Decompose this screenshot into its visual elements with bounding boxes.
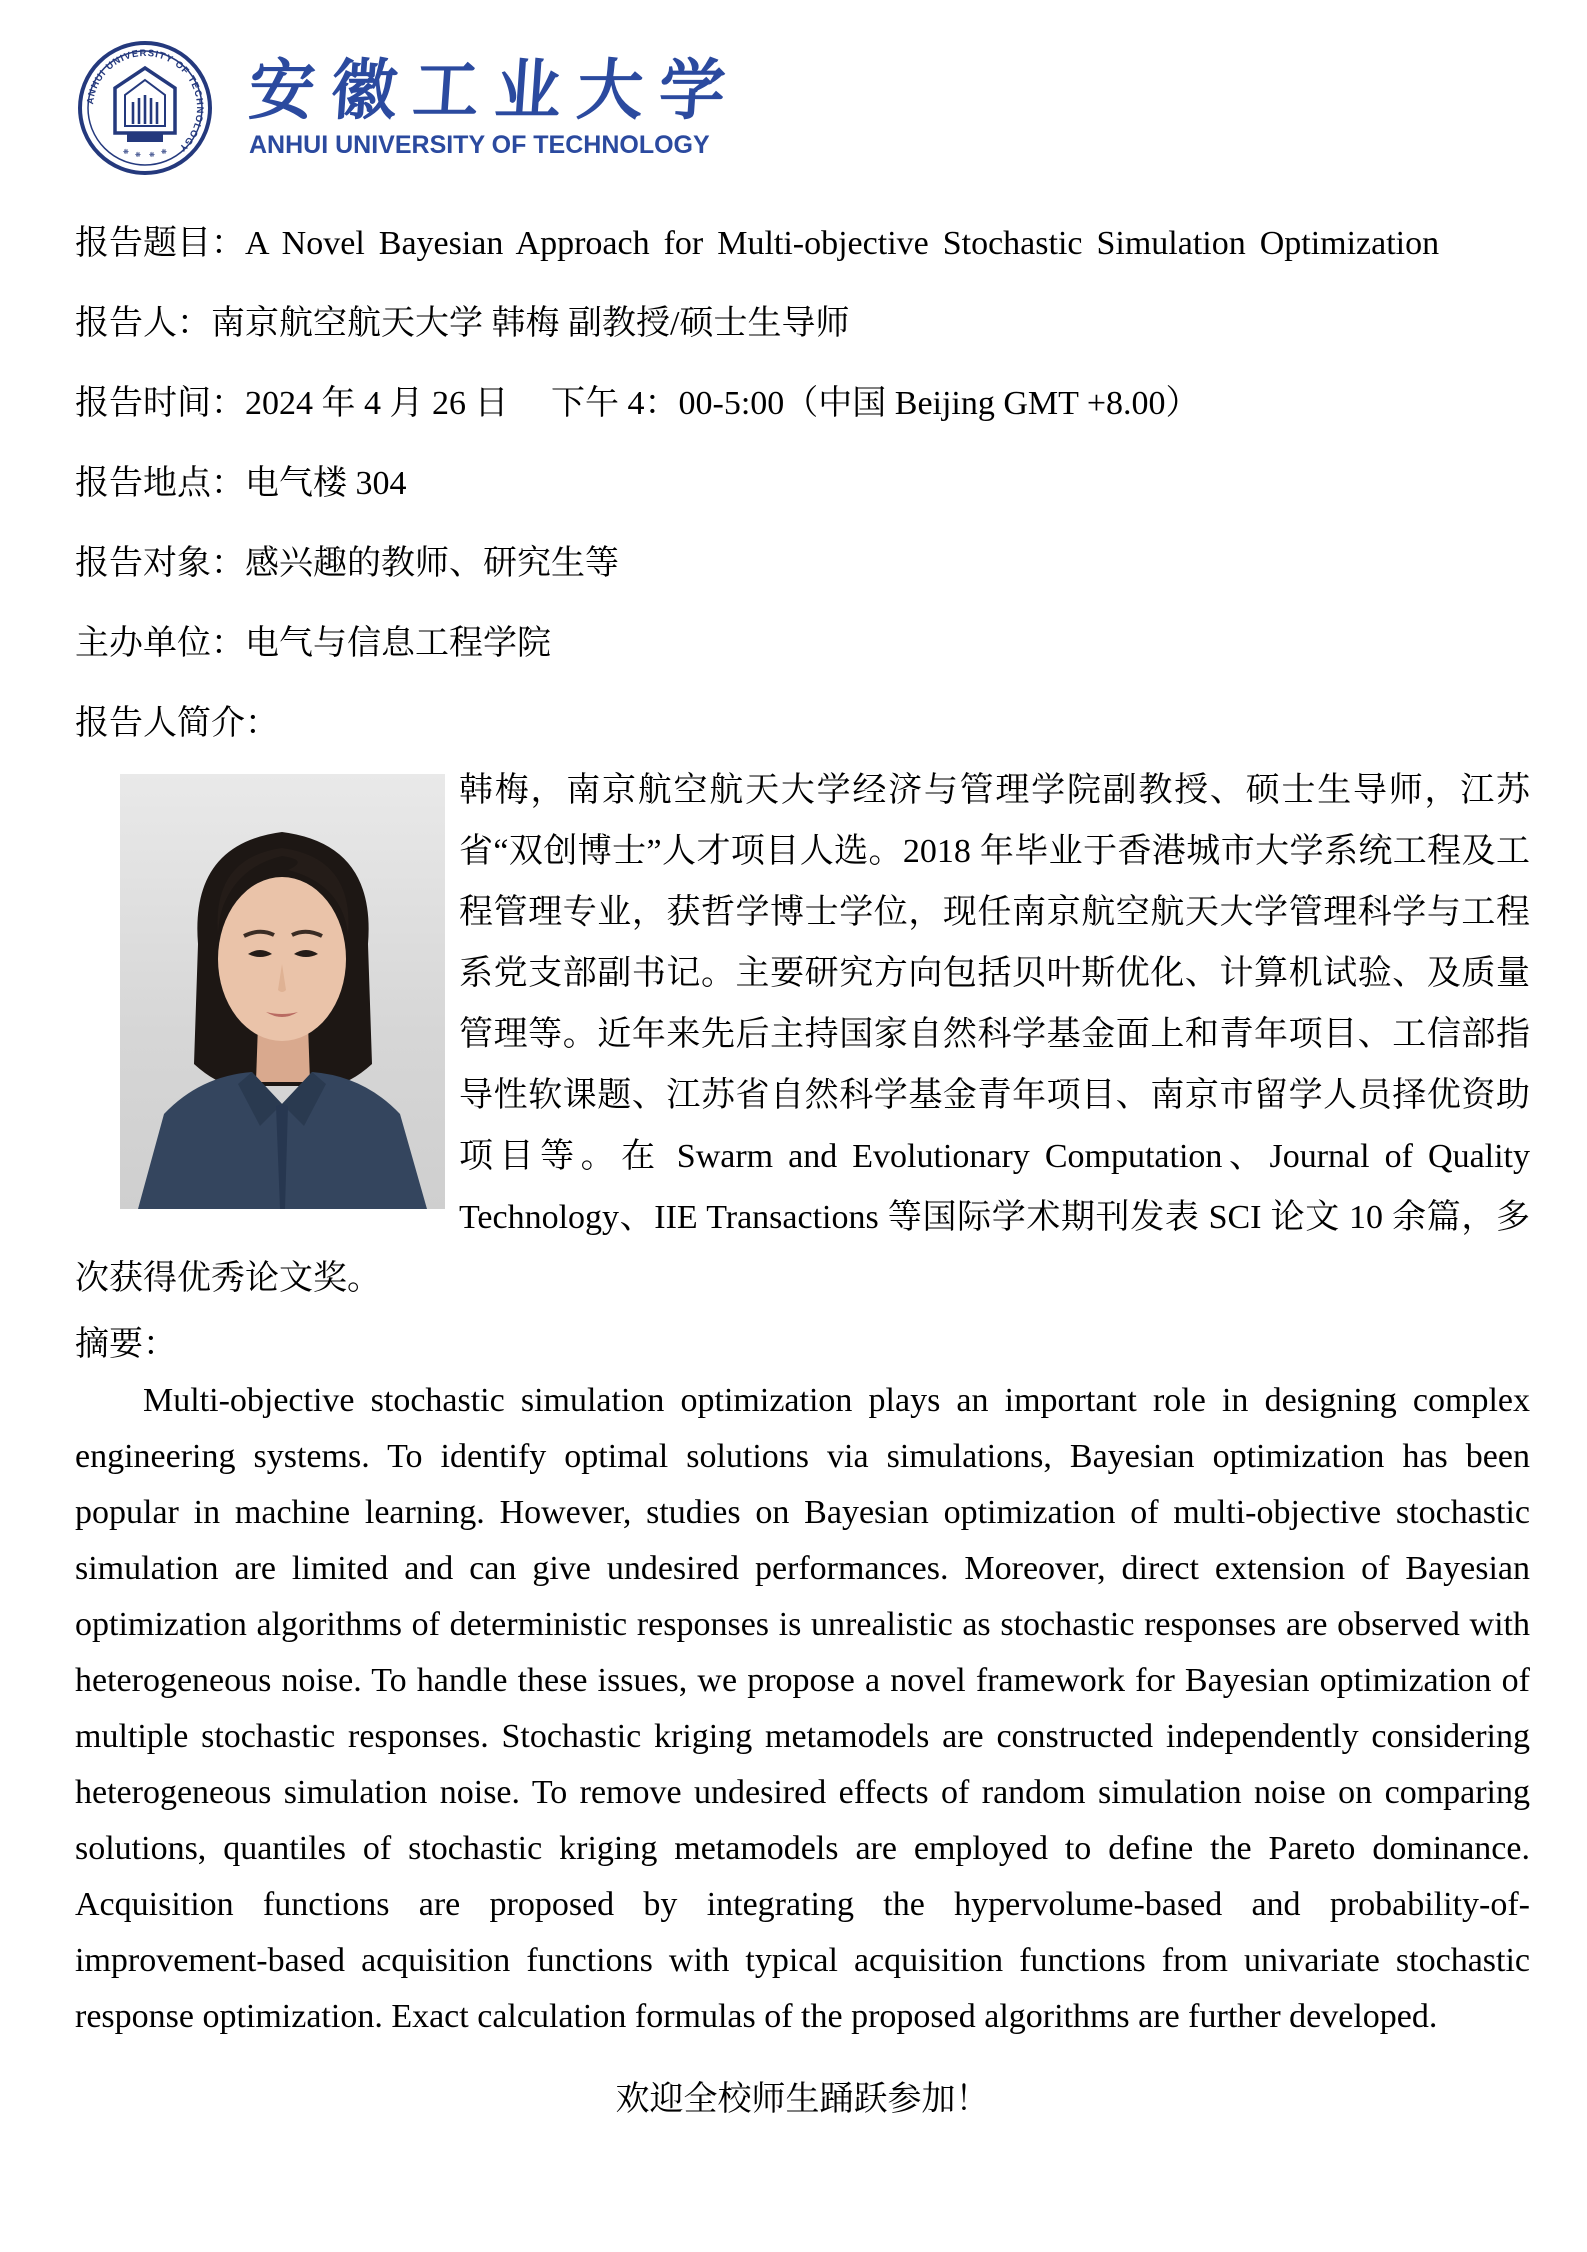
seal-text: ANHUI UNIVERSITY OF TECHNOLOGY: [85, 47, 206, 154]
location-line: [75, 466, 1530, 502]
time-value: 2024 年 4 月 26 日 下午 4：00-5:00（中国 Beijing GMT +8.00）: [245, 385, 1200, 422]
svg-text:❋: ❋: [161, 149, 167, 156]
header-logo: [75, 38, 1530, 178]
svg-text:❋: ❋: [135, 152, 141, 159]
report-title-line: [75, 226, 1530, 262]
footer-welcome-line: 欢迎全校师生踊跃参加！: [615, 2081, 990, 2118]
svg-text:❋: ❋: [123, 149, 129, 156]
speaker-photo: [120, 774, 445, 1209]
speaker-value: 南京航空航天大学 韩梅 副教授/硕士生导师: [211, 305, 850, 342]
abstract-text: Multi-objective stochastic simulation optimization plays an important role in designing complex engineering systems. To identify optimal solutions via simulations, Bayesian optimization has been popular in machine learning. However, studies on Bayesian optimization of multi-objective stochastic simulation are limited and can give undesired performances. Moreover, direct extension of Bayesian optimization algorithms of deterministic responses is unrealistic as stochastic responses are observed with heterogeneous noise. To handle these issues, we propose a novel framework for Bayesian optimization of multiple stochastic responses. Stochastic kriging metamodels are constructed independently considering heterogeneous simulation noise. To remove undesired effects of random simulation noise on comparing solutions, quantiles of stochastic kriging metamodels are employed to define the Pareto dominance. Acquisition functions are proposed by integrating the hypervolume-based and probability-of-improvement-based acquisition functions with typical acquisition functions from univariate stochastic response optimization. Exact calculation formulas of the proposed algorithms are further developed.: [75, 1382, 1530, 2035]
abstract-heading: 摘要：: [75, 1326, 177, 1363]
bio-heading: 报告人简介：: [75, 705, 279, 742]
report-title-label: 报告题目：: [75, 225, 245, 262]
bio-section: [75, 760, 1530, 1309]
time-label: 报告时间：: [75, 385, 245, 422]
university-seal-icon: [75, 38, 215, 178]
report-title-value: A Novel Bayesian Approach for Multi-objective Stochastic Simulation Optimization: [245, 225, 1440, 262]
location-value: 电气楼 304: [245, 465, 407, 502]
speaker-label: 报告人：: [75, 305, 211, 342]
organizer-value: 电气与信息工程学院: [245, 625, 551, 662]
organizer-line: [75, 626, 1530, 662]
svg-text:❋: ❋: [149, 152, 155, 159]
audience-line: [75, 546, 1530, 582]
bio-text: 韩梅，南京航空航天大学经济与管理学院副教授、硕士生导师，江苏省“双创博士”人才项目人选。2018 年毕业于香港城市大学系统工程及工程管理专业，获哲学博士学位，现任南京航空航天大学管理科学与工程系党支部副书记。主要研究方向包括贝叶斯优化、计算机试验、及质量管理等。近年来先后主持国家自然科学基金面上和青年项目、工信部指导性软课题、江苏省自然科学基金青年项目、南京市留学人员择优资助项目等。在 Swarm and Evolutionary Computation、Journal of Quality Technology、IIE Transactions 等国际学术期刊发表 SCI 论文 10 余篇，多次获得优秀论文奖。: [75, 772, 1530, 1297]
audience-label: 报告对象：: [75, 545, 245, 582]
university-name-zh: 安徽工业大学: [246, 54, 744, 128]
audience-value: 感兴趣的教师、研究生等: [245, 545, 619, 582]
speaker-line: [75, 306, 1530, 342]
university-name-en: ANHUI UNIVERSITY OF TECHNOLOGY: [249, 130, 710, 159]
location-label: 报告地点：: [75, 465, 245, 502]
time-line: [75, 386, 1530, 422]
logo-text-block: [246, 54, 744, 160]
organizer-label: 主办单位：: [75, 625, 245, 662]
speaker-portrait-icon: [120, 774, 445, 1209]
